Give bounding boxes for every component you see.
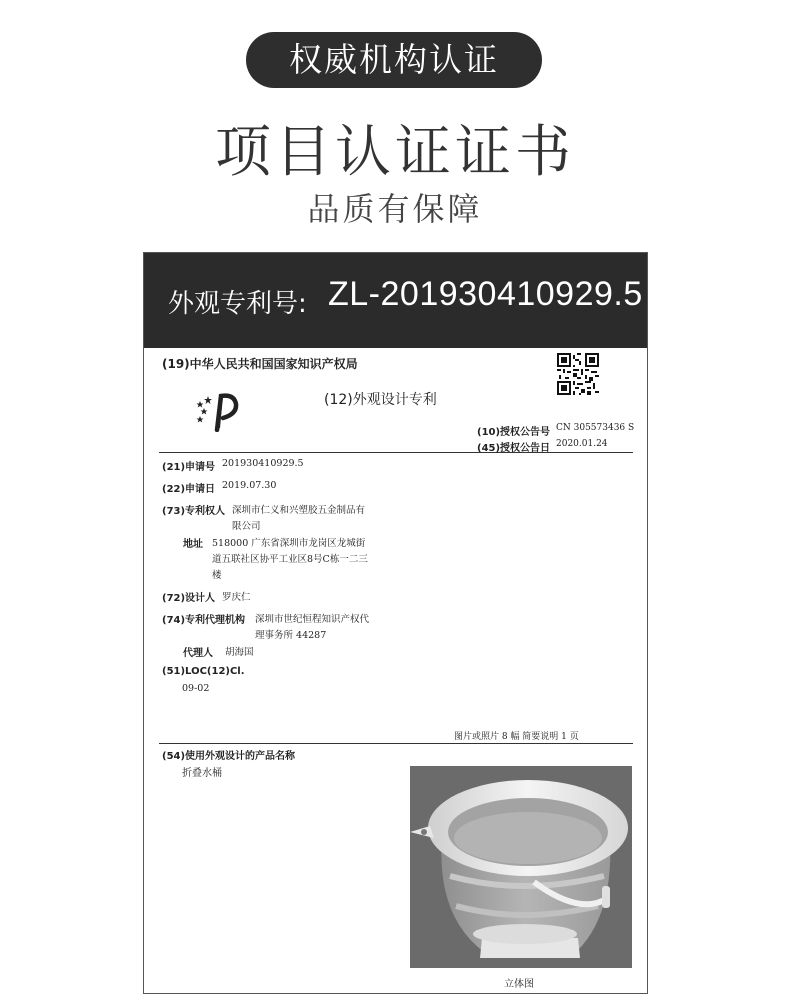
grant-number-label: (10)授权公告号 [477, 427, 551, 438]
patent-number-label: 外观专利号: [168, 289, 307, 319]
loc-classification-label: (51)LOC(12)Cl. [162, 666, 245, 677]
grant-date-value: 2020.01.24 [556, 439, 608, 449]
application-number-label: (21)申请号 [162, 462, 216, 473]
view-caption: 立体图 [504, 979, 534, 990]
agency-value: 深圳市世纪恒程知识产权代 [255, 614, 370, 625]
patentee-value-cont: 限公司 [232, 521, 261, 532]
product-name-value: 折叠水桶 [182, 768, 222, 779]
agency-value-cont: 理事务所 44287 [255, 630, 327, 641]
page-subtitle: 品质有保障 [307, 190, 483, 228]
product-name-label: (54)使用外观设计的产品名称 [162, 751, 296, 762]
page-title: 项目认证证书 [215, 120, 575, 185]
qr-code-icon [557, 353, 599, 395]
address-value: 518000 广东省深圳市龙岗区龙城街 [212, 538, 366, 549]
address-value-cont2: 楼 [212, 570, 222, 581]
address-value-cont: 道五联社区协平工业区8号C栋一二三 [212, 554, 368, 565]
application-date-label: (22)申请日 [162, 484, 216, 495]
grant-number-value: CN 305573436 S [556, 423, 635, 433]
patentee-label: (73)专利权人 [162, 506, 226, 517]
agency-label: (74)专利代理机构 [162, 615, 246, 626]
header-divider [159, 452, 633, 453]
folding-bucket-photo [410, 766, 632, 968]
document-type: (12)外观设计专利 [324, 392, 437, 408]
patent-number-value: ZL-201930410929.5 [328, 275, 643, 313]
authority-certification-badge: 权威机构认证 [246, 32, 542, 88]
folding-bucket-illustration [410, 766, 632, 968]
agent-label: 代理人 [183, 648, 213, 659]
pages-note: 图片或照片 8 幅 简要说明 1 页 [454, 732, 579, 742]
grant-date-label: (45)授权公告日 [477, 443, 551, 454]
agent-value: 胡海国 [225, 647, 254, 658]
patent-office-emblem-icon [190, 390, 246, 432]
loc-classification-value: 09-02 [182, 683, 210, 694]
designer-value: 罗庆仁 [222, 592, 251, 603]
patent-certificate [143, 252, 648, 994]
issuing-authority: (19)中华人民共和国国家知识产权局 [162, 357, 358, 371]
body-divider [159, 743, 633, 744]
patent-number-banner [144, 253, 647, 348]
designer-label: (72)设计人 [162, 593, 216, 604]
address-label: 地址 [183, 539, 203, 550]
application-date-value: 2019.07.30 [222, 480, 277, 491]
patentee-value: 深圳市仁义和兴塑胶五金制品有 [232, 505, 366, 516]
application-number-value: 201930410929.5 [222, 458, 304, 469]
